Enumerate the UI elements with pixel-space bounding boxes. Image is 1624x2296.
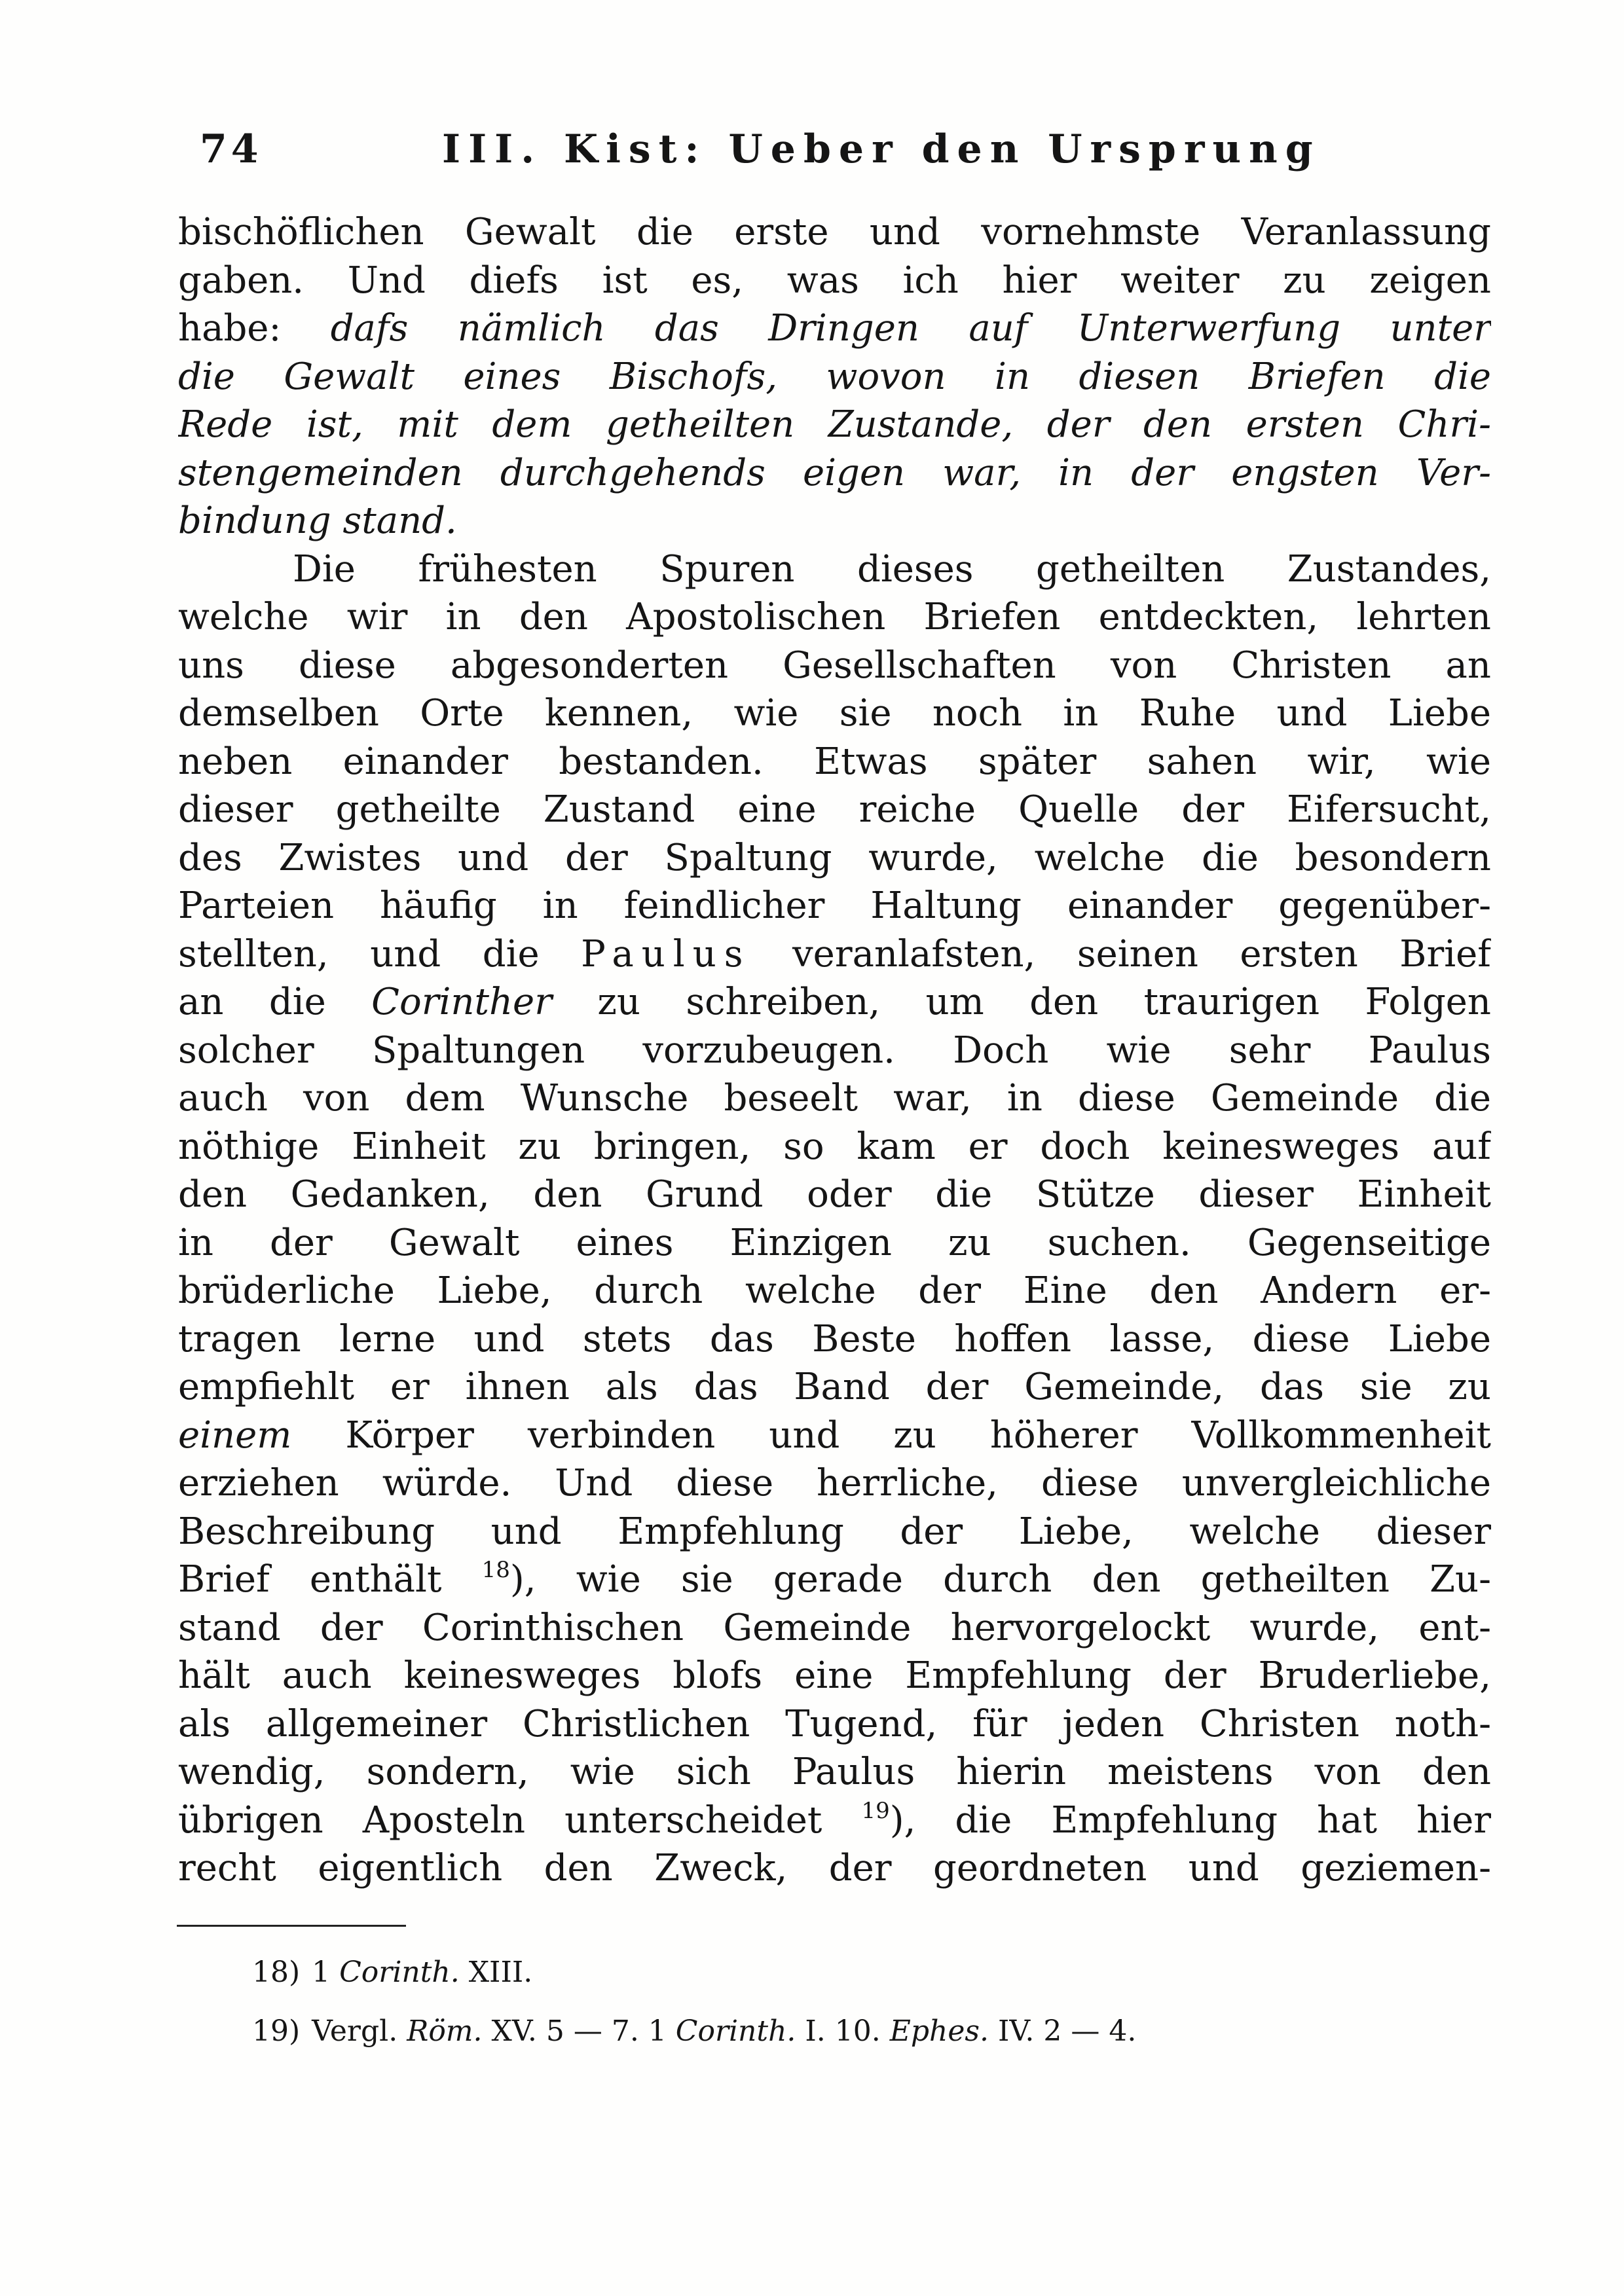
text-segment: Parteien häufig in feindlicher Haltung einander gegenüber- — [178, 884, 1491, 927]
footnote-text: XV. 5 — 7. 1 — [482, 2014, 676, 2048]
text-segment: recht eigentlich den Zweck, der geordneten und geziemen- — [178, 1847, 1491, 1889]
text-line — [178, 1748, 1491, 1796]
italic-text: stengemeinden durchgehends eigen war, in der engsten Ver- — [178, 451, 1491, 494]
text-line — [178, 449, 1491, 498]
text-segment: ), wie sie gerade durch den getheilten Zu- — [509, 1558, 1491, 1601]
text-line — [178, 545, 1491, 594]
spaced-text: Paulus — [581, 932, 751, 975]
text-segment: wendig, sondern, wie sich Paulus hierin meistens von den — [178, 1751, 1491, 1793]
text-segment: in der Gewalt eines Einzigen zu suchen. Gegenseitige — [178, 1221, 1491, 1264]
text-line — [178, 1267, 1491, 1315]
italic-text: dafs nämlich das Dringen auf Unterwerfung unter — [330, 307, 1491, 350]
footnote-reference: 19 — [861, 1797, 890, 1824]
text-line — [178, 1508, 1491, 1556]
text-segment: neben einander bestanden. Etwas später sahen wir, wie — [178, 740, 1491, 783]
footnote-number: 19) — [252, 2014, 301, 2048]
text-segment: tragen lerne und stets das Beste hoffen lasse, diese Liebe — [178, 1317, 1491, 1360]
footnote-rule — [177, 1925, 406, 1927]
footnote-italic-text: Röm. — [407, 2014, 483, 2048]
text-line — [178, 401, 1491, 449]
text-line — [178, 930, 1491, 979]
text-segment: uns diese abgesonderten Gesellschaften von Christen an — [178, 644, 1491, 687]
italic-text: Rede ist, mit dem getheilten Zustande, der den ersten Chri- — [178, 403, 1491, 446]
footnotes — [252, 1943, 1496, 2061]
text-line — [178, 1315, 1491, 1364]
footnote-text: 1 — [312, 1956, 340, 1989]
body-text — [178, 208, 1491, 1893]
text-line — [178, 257, 1491, 305]
italic-text: die Gewalt eines Bischofs, wovon in diesen Briefen die — [178, 355, 1491, 398]
text-segment: dieser getheilte Zustand eine reiche Quelle der Eifersucht, — [178, 788, 1491, 831]
text-line — [178, 353, 1491, 401]
text-line — [178, 497, 1491, 545]
text-line — [178, 882, 1491, 930]
text-segment: brüderliche Liebe, durch welche der Eine den Andern er- — [178, 1269, 1491, 1312]
running-title: III. Kist: Ueber den Ursprung — [442, 126, 1321, 172]
text-line — [178, 1604, 1491, 1652]
text-segment: veranlafsten, seinen ersten Brief — [750, 932, 1491, 975]
text-segment: an die — [178, 981, 372, 1023]
text-segment: erziehen würde. Und diese herrliche, diese unvergleichliche — [178, 1462, 1491, 1504]
text-segment: hält auch keinesweges blofs eine Empfehlung der Bruderliebe, — [178, 1654, 1491, 1697]
text-line — [178, 1219, 1491, 1267]
text-segment: übrigen Aposteln unterscheidet — [178, 1798, 862, 1842]
text-line — [178, 642, 1491, 690]
text-segment: welche wir in den Apostolischen Briefen entdeckten, lehrten — [178, 596, 1491, 638]
italic-text: bindung stand. — [178, 500, 457, 542]
text-segment: demselben Orte kennen, wie sie noch in Ruhe und Liebe — [178, 692, 1491, 735]
text-segment: Beschreibung und Empfehlung der Liebe, welche dieser — [178, 1510, 1491, 1553]
text-segment: als allgemeiner Christlichen Tugend, für jeden Christen noth- — [178, 1702, 1491, 1745]
text-segment: Die frühesten Spuren dieses getheilten Zustandes, — [293, 547, 1491, 591]
text-line — [178, 304, 1491, 353]
text-segment: stand der Corinthischen Gemeinde hervorgelockt wurde, ent- — [178, 1606, 1491, 1649]
italic-text: Corinther — [371, 981, 552, 1023]
text-segment: Brief enthält — [178, 1558, 482, 1601]
text-line — [178, 208, 1491, 257]
footnote-text: IV. 2 — 4. — [988, 2014, 1137, 2048]
text-segment: nöthige Einheit zu bringen, so kam er doch keinesweges auf — [178, 1125, 1491, 1168]
text-line — [178, 1652, 1491, 1700]
text-segment: ), die Empfehlung hat hier — [889, 1798, 1491, 1842]
text-segment: zu schreiben, um den traurigen Folgen — [551, 981, 1491, 1023]
text-segment: Körper verbinden und zu höherer Vollkommenheit — [291, 1413, 1491, 1457]
text-segment: bischöflichen Gewalt die erste und vornehmste Veranlassung — [178, 211, 1491, 253]
footnote-number: 18) — [252, 1956, 301, 1989]
text-line — [178, 1123, 1491, 1171]
text-segment: des Zwistes und der Spaltung wurde, welche die besondern — [178, 836, 1491, 879]
text-segment: habe: — [178, 307, 331, 350]
text-line — [178, 1459, 1491, 1508]
page-header — [200, 117, 1321, 182]
text-line — [178, 1844, 1491, 1893]
text-line — [178, 738, 1491, 786]
footnote-italic-text: Ephes. — [889, 2014, 989, 2048]
text-line — [178, 1363, 1491, 1412]
footnote-text: Vergl. — [312, 2014, 407, 2048]
text-line — [178, 1171, 1491, 1219]
footnote-reference: 18 — [481, 1557, 510, 1583]
text-line — [178, 786, 1491, 834]
text-segment: stellten, und die — [178, 932, 581, 975]
text-segment: auch von dem Wunsche beseelt war, in diese Gemeinde die — [178, 1077, 1491, 1120]
footnote — [252, 1943, 1496, 2002]
text-line — [178, 1700, 1491, 1749]
text-line — [178, 1412, 1491, 1460]
text-line — [178, 1796, 1491, 1845]
text-line — [178, 978, 1491, 1027]
text-line — [178, 689, 1491, 738]
text-line — [178, 1027, 1491, 1075]
text-segment: den Gedanken, den Grund oder die Stütze dieser Einheit — [178, 1173, 1491, 1216]
footnote-text: XIII. — [459, 1956, 533, 1989]
footnote-text: I. 10. — [796, 2014, 890, 2048]
text-line — [178, 1074, 1491, 1123]
text-line — [178, 834, 1491, 883]
text-line — [178, 1556, 1491, 1604]
italic-text: einem — [178, 1413, 292, 1457]
text-line — [178, 593, 1491, 642]
page-number: 74 — [200, 126, 263, 172]
footnote — [252, 2002, 1496, 2061]
text-segment: gaben. Und diefs ist es, was ich hier weiter zu zeigen — [178, 259, 1491, 302]
footnote-italic-text: Corinth. — [339, 1956, 460, 1989]
footnote-italic-text: Corinth. — [675, 2014, 796, 2048]
text-segment: empfiehlt er ihnen als das Band der Gemeinde, das sie zu — [178, 1366, 1491, 1408]
text-segment: solcher Spaltungen vorzubeugen. Doch wie sehr Paulus — [178, 1029, 1491, 1072]
